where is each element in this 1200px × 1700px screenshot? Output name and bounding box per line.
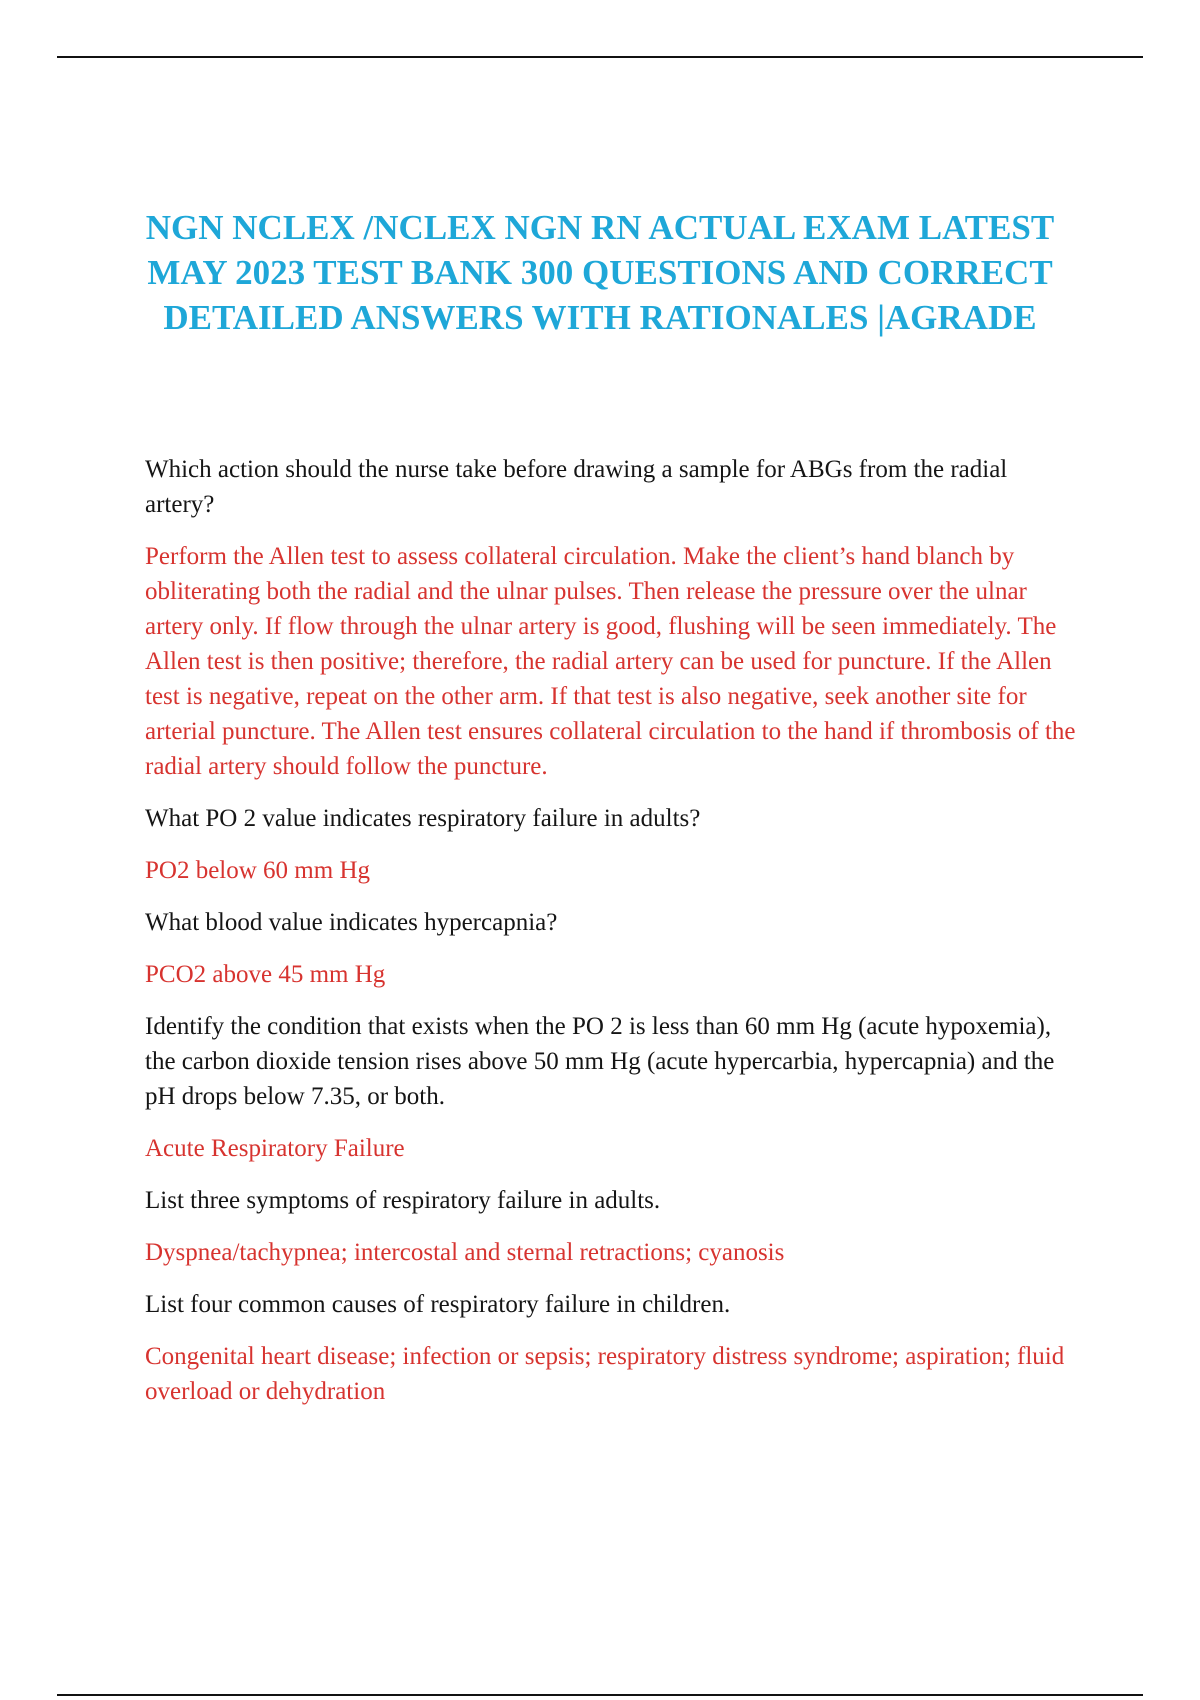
qa-list [145, 452, 1080, 1426]
question-text: What PO 2 value indicates respiratory failure in adults? [145, 805, 701, 832]
answer-text: Dyspnea/tachypnea; intercostal and sternal retractions; cyanosis [145, 1239, 785, 1266]
answer-text: PO2 below 60 mm Hg [145, 857, 370, 884]
answer-text: Perform the Allen test to assess collateral circulation. Make the client’s hand blanch by obliterating both the radial and the ulnar pulses. Then release the pressure over the ulnar artery only. If flow through the ulnar artery is good, flushing will be seen immediately. The Allen test is then positive; therefore, the radial artery can be used for puncture. If the Allen test is negative, repeat on the other arm. If that test is also negative, seek another site for arterial puncture. The Allen test ensures collateral circulation to the hand if thrombosis of the radial artery should follow the puncture. [145, 543, 1076, 780]
answer-text: Congenital heart disease; infection or sepsis; respiratory distress syndrome; aspiration; fluid overload or dehydration [145, 1343, 1065, 1405]
qa-item [145, 1009, 1080, 1166]
question-text: What blood value indicates hypercapnia? [145, 909, 558, 936]
question-text: Identify the condition that exists when the PO 2 is less than 60 mm Hg (acute hypoxemia), the carbon dioxide tension rises above 50 mm Hg (acute hypercarbia, hypercapnia) and the pH drops below 7.35, or both. [145, 1013, 1055, 1110]
qa-item [145, 1183, 1080, 1270]
document-title: NGN NCLEX /NCLEX NGN RN ACTUAL EXAM LATEST MAY 2023 TEST BANK 300 QUESTIONS AND CORRECT DETAILED ANSWERS WITH RATIONALES |AGRADE [145, 208, 1055, 337]
qa-item [145, 905, 1080, 992]
qa-item [145, 801, 1080, 888]
answer-text: Acute Respiratory Failure [145, 1135, 405, 1162]
top-rule [57, 56, 1143, 58]
qa-item [145, 452, 1080, 784]
question-text: Which action should the nurse take before drawing a sample for ABGs from the radial artery? [145, 456, 1008, 518]
bottom-rule [57, 1694, 1143, 1696]
answer-text: PCO2 above 45 mm Hg [145, 961, 386, 988]
question-text: List four common causes of respiratory failure in children. [145, 1291, 731, 1318]
qa-item [145, 1287, 1080, 1409]
question-text: List three symptoms of respiratory failure in adults. [145, 1187, 661, 1214]
